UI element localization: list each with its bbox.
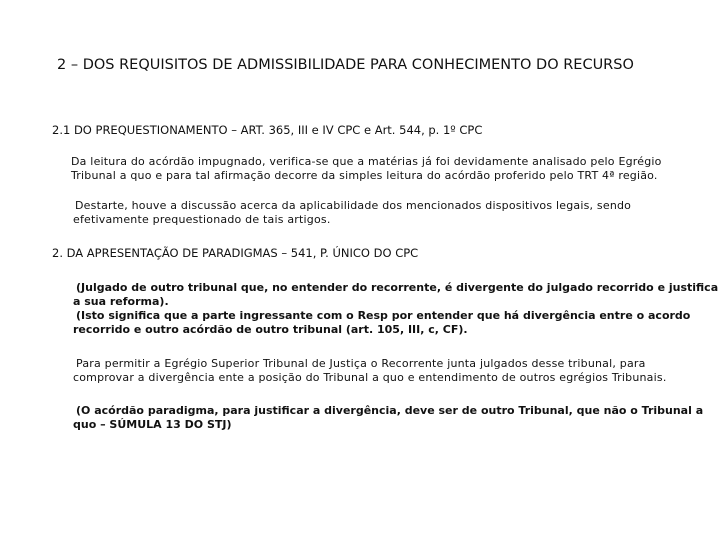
prequestionamento-paragraph-1 [71,155,662,183]
note-line: recorrido e outro acórdão de outro tribunal (art. 105, III, c, CF). [73,323,468,336]
page-title: 2 – DOS REQUISITOS DE ADMISSIBILIDADE PARA CONHECIMENTO DO RECURSO [57,57,634,73]
paragraph-line: Destarte, houve a discussão acerca da aplicabilidade dos mencionados dispositivos legais, sendo [75,199,632,212]
paradigm-note-3 [73,404,703,432]
paradigm-note-1 [73,281,718,309]
paragraph-line: Para permitir a Egrégio Superior Tribunal de Justiça o Recorrente junta julgados desse tribunal, para [76,357,646,370]
note-line: (Julgado de outro tribunal que, no entender do recorrente, é divergente do julgado recorrido e justifica [76,281,719,294]
section-2-heading: 2. DA APRESENTAÇÃO DE PARADIGMAS – 541, P. ÚNICO DO CPC [52,246,419,260]
paradigm-note-2 [73,309,690,337]
note-line: a sua reforma). [73,295,169,308]
note-line: quo – SÚMULA 13 DO STJ) [73,418,232,431]
prequestionamento-paragraph-2 [73,199,631,227]
paragraph-line: Da leitura do acórdão impugnado, verifica-se que a matérias já foi devidamente analisado pelo Egrégio [71,155,662,168]
paradigm-paragraph [73,357,667,385]
paragraph-line: efetivamente prequestionado de tais artigos. [73,213,331,226]
note-line: (Isto significa que a parte ingressante com o Resp por entender que há divergência entre o acordo [76,309,691,322]
section-1-heading: 2.1 DO PREQUESTIONAMENTO – ART. 365, III e IV CPC e Art. 544, p. 1º CPC [52,123,483,137]
paragraph-line: comprovar a divergência ente a posição do Tribunal a quo e entendimento de outros egrégios Tribunais. [73,371,667,384]
paragraph-line: Tribunal a quo e para tal afirmação decorre da simples leitura do acórdão proferido pelo TRT 4ª região. [71,169,658,182]
note-line: (O acórdão paradigma, para justificar a divergência, deve ser de outro Tribunal, que não o Tribunal a [76,404,704,417]
